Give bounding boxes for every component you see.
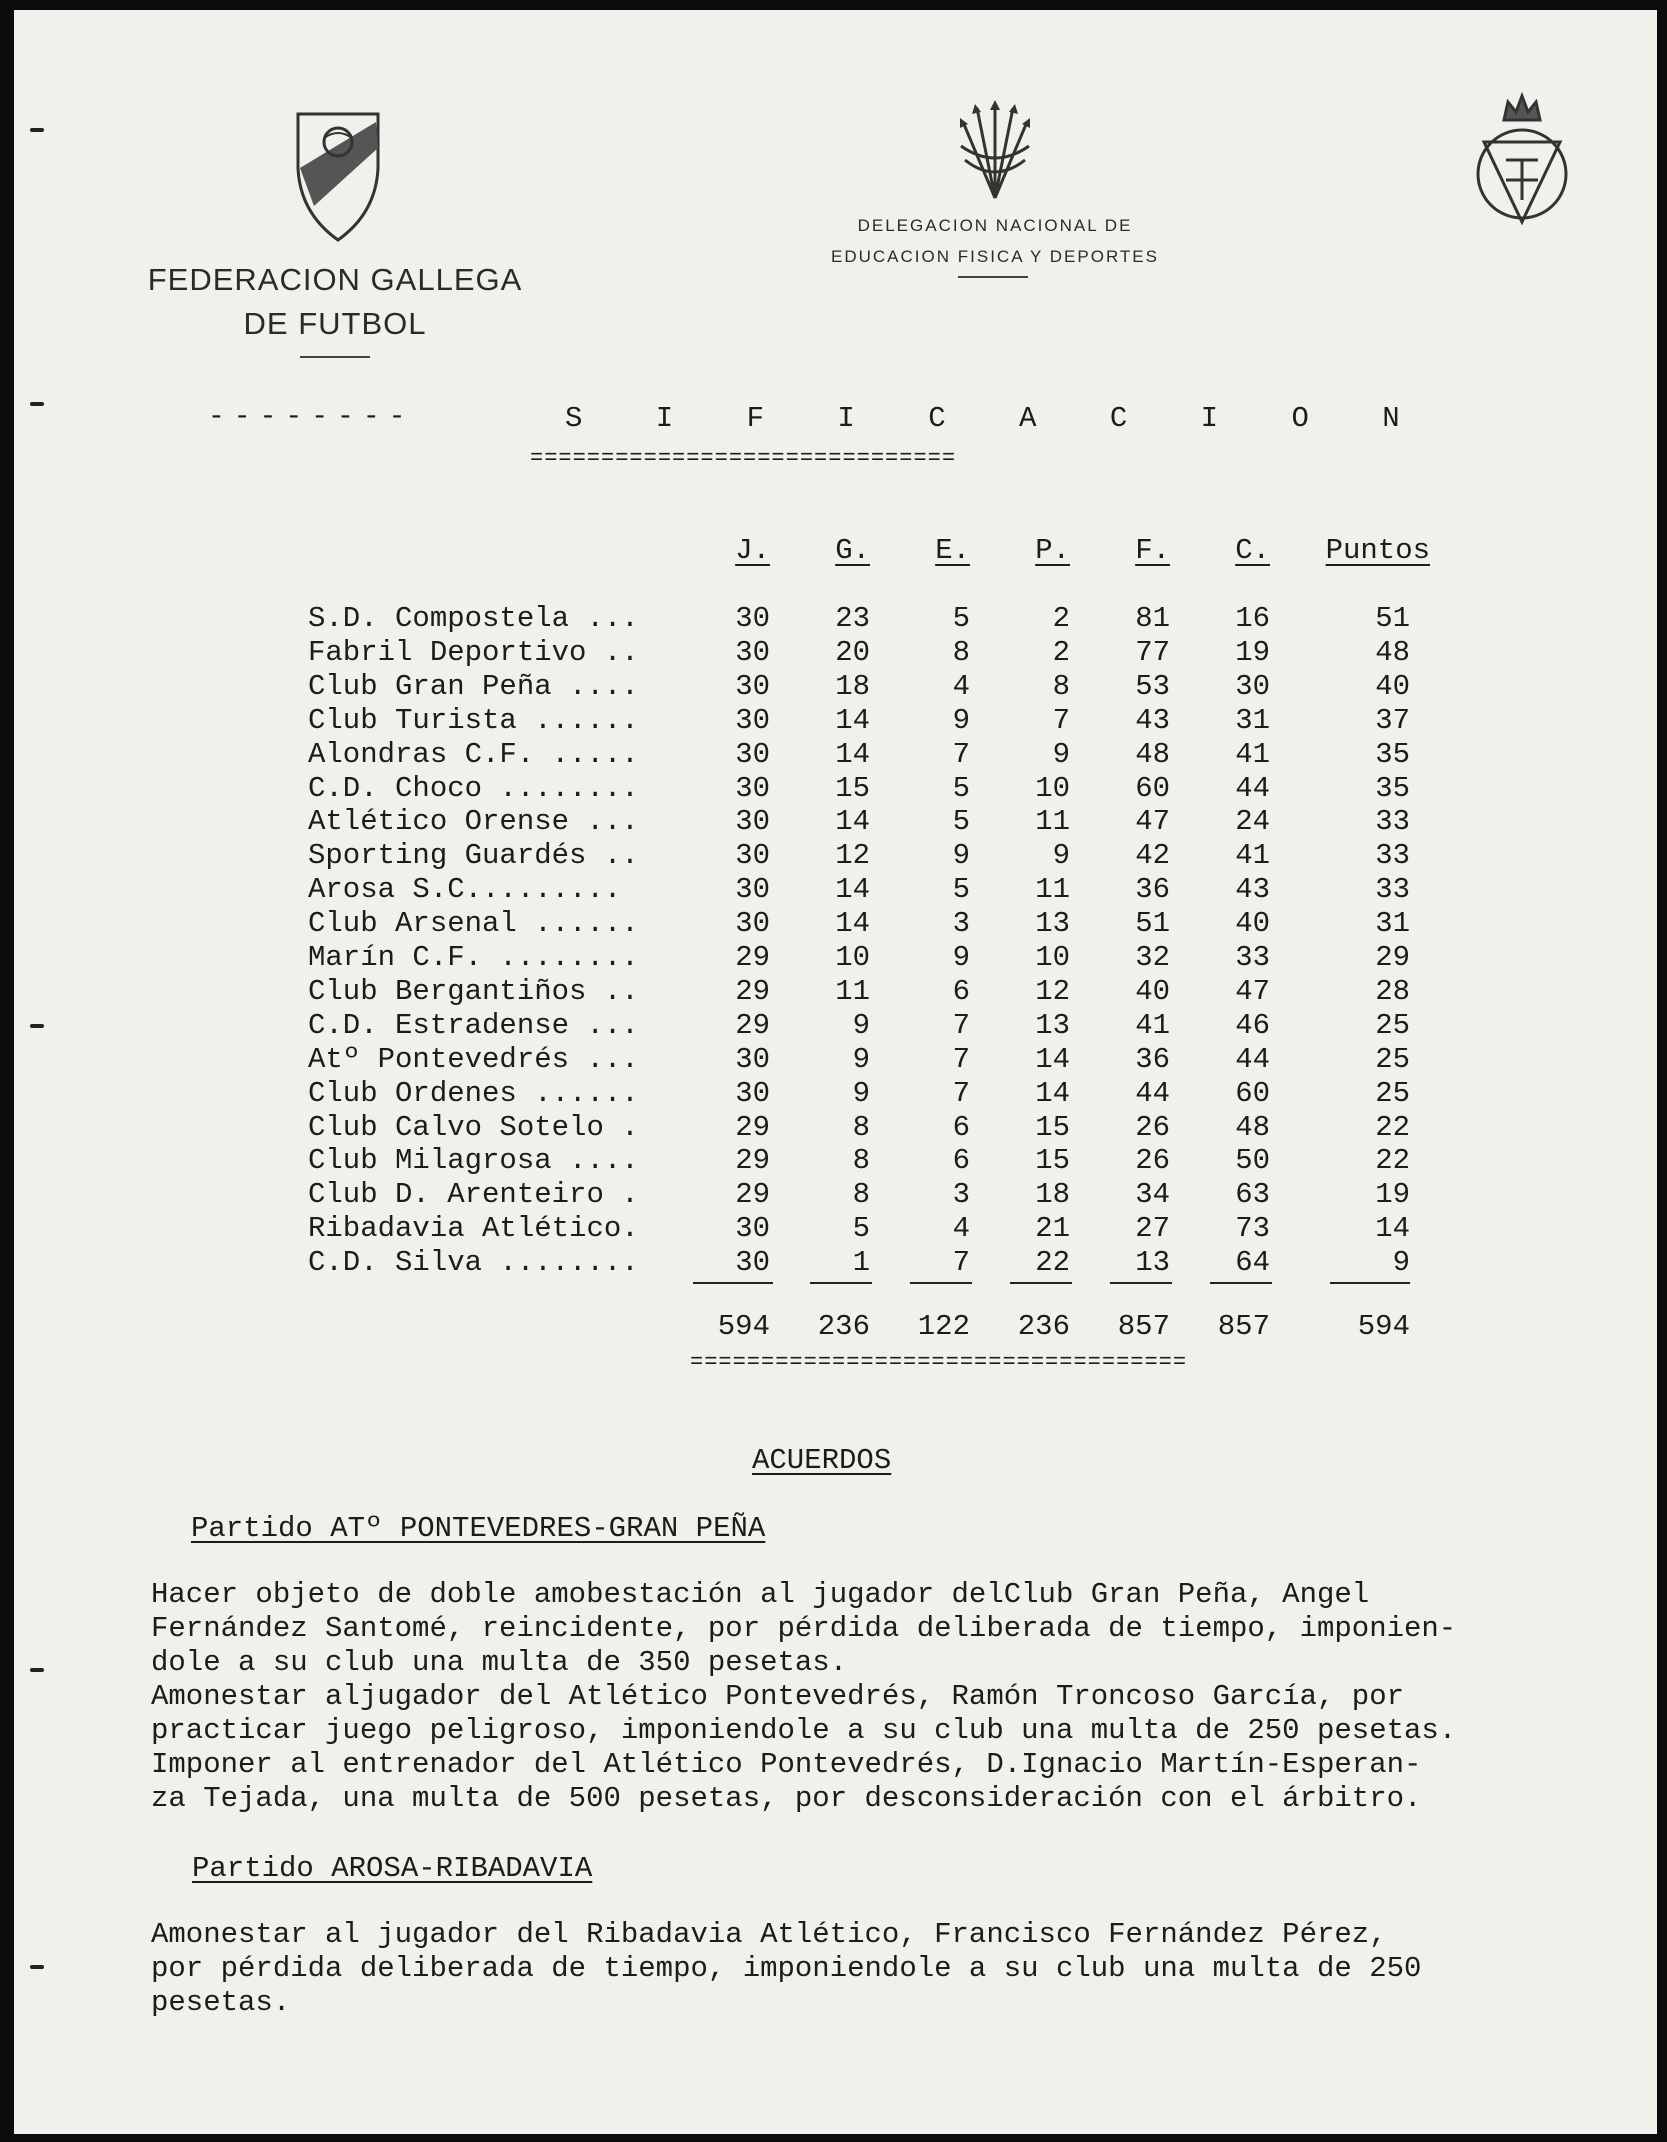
punch-mark [30,402,44,406]
cell-f: 27 [1135,1212,1170,1246]
table-row [0,1043,1667,1077]
column-header-puntos: Puntos [1325,534,1430,567]
total-c: 857 [1217,1310,1270,1343]
cell-e: 9 [952,941,970,974]
column-header-j: J. [735,534,770,567]
cell-j: 30 [735,602,770,635]
cell-puntos: 31 [1375,907,1410,941]
cell-g: 10 [835,941,870,974]
cell-puntos: 22 [1375,1144,1410,1178]
cell-e: 7 [952,1008,970,1042]
total-rule [1330,1282,1410,1284]
cell-g: 14 [835,873,870,907]
cell-f: 36 [1135,1042,1170,1076]
cell-g: 5 [852,1212,870,1246]
cell-c: 31 [1235,703,1270,737]
cell-g: 8 [852,1110,870,1144]
match-heading-2: Partido AROSA-RIBADAVIA [192,1852,593,1885]
cell-e: 9 [952,839,970,873]
cell-c: 41 [1235,839,1270,873]
cell-p: 2 [1052,602,1070,635]
team-name: S.D. Compostela ... [308,602,639,635]
totals-double-underline: =================================== [690,1350,1188,1375]
cell-p: 14 [1035,1042,1070,1076]
cell-j: 30 [735,703,770,737]
cell-e: 6 [952,974,970,1008]
classification-heading-underline: ============================== [530,446,957,471]
cell-e: 6 [952,1144,970,1178]
yoke-arrows-emblem-icon [955,100,1035,204]
cell-j: 30 [735,1246,770,1280]
team-name: Club Turista ...... [308,703,639,737]
cell-g: 15 [835,771,870,805]
table-row [0,1246,1667,1280]
cell-e: 9 [952,703,970,737]
federation-name [90,258,580,346]
cell-f: 36 [1135,873,1170,907]
cell-e: 4 [952,1212,970,1246]
cell-puntos: 22 [1375,1110,1410,1144]
cell-j: 29 [735,1144,770,1178]
cell-c: 46 [1235,1008,1270,1042]
cell-c: 50 [1235,1144,1270,1178]
cell-j: 30 [735,737,770,771]
delegation-divider [958,276,1028,278]
punch-mark [30,1965,44,1969]
punch-mark [30,1668,44,1672]
cell-e: 6 [952,1110,970,1144]
cell-puntos: 51 [1375,602,1410,635]
cell-p: 9 [1052,737,1070,771]
cell-c: 63 [1235,1178,1270,1212]
classification-heading: S I F I C A C I O N [565,402,1428,435]
total-puntos: 594 [1357,1310,1410,1343]
cell-c: 44 [1235,1042,1270,1076]
cell-e: 7 [952,1076,970,1110]
cell-p: 15 [1035,1144,1070,1178]
table-row [0,941,1667,975]
cell-puntos: 35 [1375,771,1410,805]
total-rule [1010,1282,1072,1284]
cell-e: 5 [952,805,970,839]
cell-f: 41 [1135,1008,1170,1042]
cell-g: 14 [835,737,870,771]
cell-p: 15 [1035,1110,1070,1144]
cell-puntos: 40 [1375,669,1410,703]
cell-f: 43 [1135,703,1170,737]
cell-f: 60 [1135,771,1170,805]
team-name: Ribadavia Atlético. [308,1212,639,1246]
cell-p: 9 [1052,839,1070,873]
cell-p: 11 [1035,805,1070,839]
cell-puntos: 48 [1375,635,1410,669]
cell-g: 14 [835,805,870,839]
cell-j: 30 [735,907,770,941]
table-row [0,1077,1667,1111]
cell-e: 7 [952,1246,970,1280]
column-header-f: F. [1135,534,1170,567]
cell-e: 5 [952,873,970,907]
column-header-e: E. [935,534,970,567]
heading-dashes: -------- [208,402,415,433]
table-row [0,1178,1667,1212]
total-j: 594 [717,1310,770,1343]
cell-puntos: 33 [1375,805,1410,839]
match-heading-1: Partido ATº PONTEVEDRES-GRAN PEÑA [191,1512,766,1545]
delegation-name [790,210,1200,272]
cell-p: 21 [1035,1212,1070,1246]
table-row [0,1212,1667,1246]
cell-e: 3 [952,907,970,941]
cell-c: 40 [1235,907,1270,941]
cell-puntos: 9 [1392,1246,1410,1280]
team-name: Club Gran Peña .... [308,669,639,703]
cell-j: 30 [735,669,770,703]
cell-j: 30 [735,1042,770,1076]
team-name: Sporting Guardés .. [308,839,639,873]
team-name: C.D. Silva ........ [308,1246,639,1280]
table-row [0,772,1667,806]
federation-name-line2: DE FUTBOL [243,306,427,341]
table-row [0,975,1667,1009]
cell-f: 13 [1135,1246,1170,1280]
punch-mark [30,128,44,132]
cell-g: 9 [852,1042,870,1076]
match-resolution-2: Amonestar al jugador del Ribadavia Atlético, Francisco Fernández Pérez, por pérdida deliberada de tiempo, imponiendole a su club una multa de 250 pesetas. [151,1918,1422,2019]
cell-j: 30 [735,1076,770,1110]
cell-p: 12 [1035,974,1070,1008]
team-name: Club Milagrosa .... [308,1144,639,1178]
cell-j: 29 [735,941,770,974]
cell-puntos: 35 [1375,737,1410,771]
cell-f: 34 [1135,1178,1170,1212]
delegation-name-line2: EDUCACION FISICA Y DEPORTES [831,247,1159,266]
team-name: Club D. Arenteiro . [308,1178,639,1212]
cell-c: 64 [1235,1246,1270,1280]
team-name: Fabril Deportivo .. [308,635,639,669]
cell-p: 22 [1035,1246,1070,1280]
table-row [0,839,1667,873]
total-g: 236 [817,1310,870,1343]
table-row [0,805,1667,839]
cell-j: 29 [735,1110,770,1144]
cell-f: 26 [1135,1144,1170,1178]
table-row [0,907,1667,941]
total-p: 236 [1017,1310,1070,1343]
table-row [0,636,1667,670]
total-e: 122 [917,1310,970,1343]
team-name: Club Calvo Sotelo . [308,1110,639,1144]
team-name: Marín C.F. ........ [308,941,639,974]
cell-g: 9 [852,1076,870,1110]
cell-e: 3 [952,1178,970,1212]
cell-f: 81 [1135,602,1170,635]
cell-puntos: 25 [1375,1008,1410,1042]
column-header-g: G. [835,534,870,567]
cell-g: 8 [852,1178,870,1212]
table-row [0,1144,1667,1178]
total-rule [693,1282,773,1284]
cell-g: 12 [835,839,870,873]
team-name: C.D. Choco ........ [308,771,639,805]
cell-puntos: 33 [1375,873,1410,907]
cell-j: 29 [735,974,770,1008]
table-row [0,738,1667,772]
cell-f: 48 [1135,737,1170,771]
team-name: Club Arsenal ...... [308,907,639,941]
cell-c: 47 [1235,974,1270,1008]
cell-puntos: 25 [1375,1042,1410,1076]
cell-f: 44 [1135,1076,1170,1110]
cell-j: 30 [735,1212,770,1246]
cell-puntos: 19 [1375,1178,1410,1212]
cell-f: 53 [1135,669,1170,703]
total-rule [810,1282,872,1284]
cell-g: 18 [835,669,870,703]
total-rule [910,1282,972,1284]
team-name: Alondras C.F. ..... [308,737,639,771]
cell-j: 30 [735,805,770,839]
cell-p: 13 [1035,907,1070,941]
table-row [0,873,1667,907]
cell-c: 16 [1235,602,1270,635]
cell-puntos: 33 [1375,839,1410,873]
cell-c: 60 [1235,1076,1270,1110]
cell-puntos: 28 [1375,974,1410,1008]
cell-puntos: 29 [1375,941,1410,974]
table-row [0,670,1667,704]
cell-g: 20 [835,635,870,669]
team-name: C.D. Estradense ... [308,1008,639,1042]
cell-j: 29 [735,1178,770,1212]
cell-p: 8 [1052,669,1070,703]
cell-f: 26 [1135,1110,1170,1144]
cell-j: 30 [735,873,770,907]
cell-e: 5 [952,602,970,635]
cell-j: 30 [735,635,770,669]
cell-f: 32 [1135,941,1170,974]
cell-p: 11 [1035,873,1070,907]
cell-p: 13 [1035,1008,1070,1042]
cell-f: 40 [1135,974,1170,1008]
cell-g: 8 [852,1144,870,1178]
column-header-c: C. [1235,534,1270,567]
team-name: Club Ordenes ...... [308,1076,639,1110]
match-resolution-1: Hacer objeto de doble amobestación al jugador delClub Gran Peña, Angel Fernández Santomé, reincidente, por pérdida deliberada de tiempo, imponien- dole a su club una multa de 350 pesetas. Amonestar aljugador del Atlético Pontevedrés, Ramón Troncoso García, por practicar juego peligroso, imponiendole a su club una multa de 250 pesetas. Imponer al entrenador del Atlético Pontevedrés, D.Ignacio Martín-Esperan- za Tejada, una multa de 500 pesetas, por desconsideración con el árbitro. [151,1578,1457,1815]
column-header-p: P. [1035,534,1070,567]
team-name: Club Bergantiños .. [308,974,639,1008]
cell-g: 14 [835,907,870,941]
cell-f: 77 [1135,635,1170,669]
team-name: Atº Pontevedrés ... [308,1042,639,1076]
cell-e: 8 [952,635,970,669]
cell-e: 7 [952,737,970,771]
cell-f: 47 [1135,805,1170,839]
cell-p: 2 [1052,635,1070,669]
cell-e: 4 [952,669,970,703]
table-row [0,704,1667,738]
cell-p: 18 [1035,1178,1070,1212]
cell-g: 11 [835,974,870,1008]
cell-c: 41 [1235,737,1270,771]
total-rule [1210,1282,1272,1284]
cell-c: 30 [1235,669,1270,703]
cell-p: 14 [1035,1076,1070,1110]
cell-puntos: 37 [1375,703,1410,737]
cell-p: 10 [1035,771,1070,805]
federation-shield-icon [294,108,382,244]
acuerdos-title: ACUERDOS [752,1444,892,1477]
cell-c: 24 [1235,805,1270,839]
federation-name-line1: FEDERACION GALLEGA [147,262,523,297]
cell-puntos: 25 [1375,1076,1410,1110]
delegation-name-line1: DELEGACION NACIONAL DE [857,216,1133,235]
cell-puntos: 14 [1375,1212,1410,1246]
cell-c: 44 [1235,771,1270,805]
cell-c: 48 [1235,1110,1270,1144]
federation-divider [300,356,370,358]
team-name: Arosa S.C......... [308,873,622,907]
cell-p: 7 [1052,703,1070,737]
total-f: 857 [1117,1310,1170,1343]
table-row [0,1009,1667,1043]
cell-f: 42 [1135,839,1170,873]
cell-e: 7 [952,1042,970,1076]
cell-p: 10 [1035,941,1070,974]
cell-g: 9 [852,1008,870,1042]
team-name: Atlético Orense ... [308,805,639,839]
cell-c: 33 [1235,941,1270,974]
cell-g: 23 [835,602,870,635]
cell-j: 29 [735,1008,770,1042]
cell-j: 30 [735,771,770,805]
total-rule [1110,1282,1172,1284]
table-row [0,1111,1667,1145]
cell-g: 14 [835,703,870,737]
cell-j: 30 [735,839,770,873]
cell-c: 19 [1235,635,1270,669]
table-row [0,602,1667,636]
cell-c: 73 [1235,1212,1270,1246]
cell-c: 43 [1235,873,1270,907]
cell-e: 5 [952,771,970,805]
spanish-federation-crest-icon [1468,90,1576,230]
cell-f: 51 [1135,907,1170,941]
cell-g: 1 [852,1246,870,1280]
